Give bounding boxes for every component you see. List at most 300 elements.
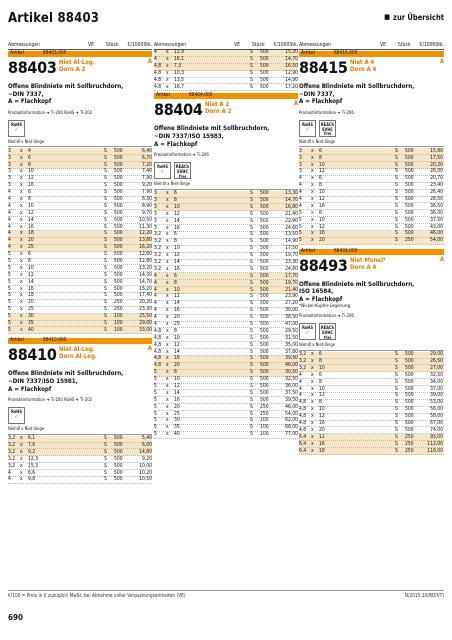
table-row	[154, 84, 298, 91]
ve: S	[250, 307, 253, 314]
dim-diameter: 4	[8, 469, 11, 476]
dim-length: 25	[174, 410, 180, 417]
price: 25,50	[139, 313, 152, 320]
quantity: 500	[260, 238, 269, 245]
quantity: 250	[405, 447, 414, 454]
dim-diameter: 3	[154, 210, 157, 217]
dim-diameter: 4	[299, 392, 302, 399]
price: 77,00	[285, 431, 298, 438]
dim-diameter: 5	[8, 306, 11, 313]
dim-diameter: 4	[8, 216, 11, 223]
dim-length: 8	[174, 196, 177, 203]
ve: S	[104, 202, 107, 209]
price: 21,40	[285, 286, 298, 293]
quantity: 500	[114, 168, 123, 175]
quantity: 500	[405, 406, 414, 413]
dim-sep: x	[166, 77, 169, 83]
dim-length: 8	[28, 161, 31, 168]
dim-sep: x	[311, 230, 314, 237]
dim-diameter: 5	[154, 369, 157, 376]
quantity: 500	[405, 189, 414, 196]
dim-diameter: 3	[8, 168, 11, 175]
dim-sep: x	[311, 223, 314, 230]
ve: S	[250, 431, 253, 438]
title-line: ~DIN 7337/ISO 15981,	[8, 377, 78, 385]
dim-length: 25	[174, 320, 180, 327]
quantity: 500	[405, 399, 414, 406]
dim-length: 6	[319, 175, 322, 182]
quantity: 500	[405, 385, 414, 392]
ve: S	[395, 195, 398, 202]
quantity: 500	[405, 364, 414, 371]
dim-sep: x	[20, 237, 23, 244]
price: 93,00	[430, 433, 443, 440]
price: 112,00	[427, 440, 443, 447]
quantity: 500	[260, 56, 269, 63]
price: 67,00	[430, 419, 443, 426]
dim-diameter: 3,2	[8, 435, 16, 442]
title-line: A = Flachkopf	[8, 98, 52, 106]
ve: S	[395, 147, 398, 154]
price: 8,30	[141, 195, 152, 202]
price: 22,90	[285, 217, 298, 224]
product-info[interactable]: Produktinformation ➜ Ti-200 RoHS ➜ Ti-202	[8, 110, 93, 116]
dim-length: 13,5	[174, 77, 185, 83]
header-price: €/1000Stk.	[273, 42, 298, 48]
dim-length: 20	[174, 362, 180, 369]
price: 16,80	[285, 203, 298, 210]
dim-length: 12	[319, 223, 325, 230]
price: 38,50	[285, 314, 298, 321]
quantity: 500	[114, 271, 123, 278]
price: 37,00	[430, 385, 443, 392]
product-info[interactable]: Produktinformation ➜ Ti-206	[299, 314, 354, 320]
dim-diameter: 5	[299, 230, 302, 237]
article-desc-1: Niet Al-Leg.	[59, 346, 95, 354]
dim-length: 10	[319, 406, 325, 413]
dim-length: 12,9	[174, 49, 185, 56]
dim-sep: x	[166, 320, 169, 327]
price: 26,40	[430, 189, 443, 196]
dim-diameter: 4	[154, 56, 157, 63]
title-line: Offene Blindniete mit Sollbruchdorn,	[299, 83, 415, 90]
ve: S	[250, 56, 253, 63]
price: 29,50	[285, 327, 298, 334]
price: 9,70	[141, 209, 152, 216]
dim-diameter: 3,2	[8, 455, 16, 462]
price: 14,70	[139, 278, 152, 285]
dimension-label: Niet-Ø x Niet-länge	[299, 140, 444, 147]
article-tag: A	[439, 255, 444, 263]
quantity: 500	[114, 237, 123, 244]
dim-length: 10	[174, 376, 180, 383]
quantity: 500	[405, 419, 414, 426]
quantity: 500	[260, 258, 269, 265]
quantity: 500	[405, 209, 414, 216]
badge-label: RoHS	[302, 122, 313, 128]
price-table	[8, 148, 152, 334]
dim-sep: x	[311, 392, 314, 399]
quantity: 500	[405, 175, 414, 182]
ve: S	[395, 237, 398, 244]
dim-sep: x	[20, 161, 23, 168]
dim-sep: x	[20, 285, 23, 292]
title-line: Offene Blindniete mit Sollbruchdorn,	[154, 125, 270, 133]
price: 34,00	[430, 378, 443, 385]
dim-sep: x	[166, 389, 169, 396]
dim-length: 12	[174, 293, 180, 300]
ve: S	[104, 441, 107, 448]
table-row	[299, 238, 444, 245]
dim-sep: x	[20, 209, 23, 216]
dim-diameter: 4,8	[299, 399, 307, 406]
dim-diameter: 4	[299, 371, 302, 378]
dim-diameter: 5	[299, 209, 302, 216]
dim-sep: x	[20, 469, 23, 476]
price: 28,50	[430, 195, 443, 202]
product-title	[299, 83, 444, 106]
quantity: 250	[114, 306, 123, 313]
dim-sep: x	[20, 223, 23, 230]
title-line: A = Flachkopf	[299, 295, 343, 303]
article-desc-1: Niet Al-Leg.	[59, 59, 95, 66]
reach-badge: REACh SVHC frei	[175, 164, 190, 179]
arrow-icon: ■	[384, 13, 391, 21]
price: 10,20	[139, 469, 152, 476]
price: 8,90	[141, 202, 152, 209]
dim-sep: x	[166, 431, 169, 438]
dim-length: 14	[174, 348, 180, 355]
article-label: Artikel	[10, 51, 24, 56]
price-table	[299, 352, 444, 455]
dim-length: 6	[174, 231, 177, 238]
price: 15,80	[430, 147, 443, 154]
quantity: 500	[260, 265, 269, 272]
dim-sep: x	[311, 371, 314, 378]
price-table	[154, 50, 298, 91]
dim-diameter: 4	[154, 320, 157, 327]
price: 10,50	[139, 476, 152, 483]
dim-sep: x	[166, 238, 169, 245]
dim-diameter: 3	[8, 147, 11, 154]
dim-length: 16	[174, 265, 180, 272]
dim-length: 6	[28, 154, 31, 161]
dim-length: 12,3	[28, 455, 39, 462]
quantity: 500	[260, 203, 269, 210]
ve: S	[104, 209, 107, 216]
dim-diameter: 4	[299, 195, 302, 202]
quantity: 500	[260, 252, 269, 259]
dim-sep: x	[166, 314, 169, 321]
dim-diameter: 5	[8, 299, 11, 306]
price: 54,00	[430, 237, 443, 244]
table-row	[154, 432, 298, 439]
dim-length: 8	[319, 154, 322, 161]
dim-sep: x	[20, 216, 23, 223]
quantity: 250	[405, 440, 414, 447]
ve: S	[250, 238, 253, 245]
dim-diameter: 4	[154, 300, 157, 307]
ve: S	[250, 224, 253, 231]
ve: S	[250, 258, 253, 265]
dim-diameter: 5	[154, 424, 157, 431]
dim-diameter: 3	[299, 161, 302, 168]
dim-length: 16,1	[174, 56, 185, 63]
dim-length: 12	[319, 413, 325, 420]
dim-length: 16	[28, 223, 34, 230]
dim-diameter: 6,4	[299, 433, 307, 440]
ve: S	[104, 154, 107, 161]
quantity: 500	[405, 147, 414, 154]
quantity: 500	[405, 351, 414, 358]
product-title	[8, 370, 152, 393]
dim-diameter: 3	[154, 224, 157, 231]
ve: S	[395, 182, 398, 189]
quantity: 500	[260, 224, 269, 231]
quantity: 500	[260, 334, 269, 341]
quantity: 500	[114, 455, 123, 462]
dim-length: 20	[28, 299, 34, 306]
quantity: 500	[114, 278, 123, 285]
dim-sep: x	[166, 327, 169, 334]
quantity: 500	[114, 189, 123, 196]
price: 14,70	[285, 196, 298, 203]
rohs-badge	[299, 323, 316, 340]
ve: S	[250, 245, 253, 252]
price: 9,20	[141, 455, 152, 462]
article-code: 88404.000	[189, 93, 213, 99]
article-label: Artikel	[10, 338, 24, 344]
dim-length: 16	[28, 182, 34, 189]
dim-length: 12	[28, 209, 34, 216]
ve: S	[395, 413, 398, 420]
dim-diameter: 5	[154, 431, 157, 438]
dim-length: 18	[28, 230, 34, 237]
dim-sep: x	[166, 348, 169, 355]
dim-sep: x	[166, 355, 169, 362]
dim-diameter: 3	[154, 196, 157, 203]
quantity: 500	[114, 257, 123, 264]
dim-sep: x	[311, 216, 314, 223]
product-info[interactable]: Produktinformation ➜ Ti-200 RoHS ➜ Ti-202	[8, 398, 93, 404]
ve: S	[250, 265, 253, 272]
dim-diameter: 4	[8, 202, 11, 209]
header-dimensions: Abmessungen	[299, 42, 331, 48]
dim-length: 8	[174, 279, 177, 286]
article-desc-2: Dorn A 4	[350, 66, 377, 73]
article-label: Artikel	[301, 51, 315, 56]
dim-diameter: 4,8	[299, 419, 307, 426]
price: 46,00	[285, 362, 298, 369]
dim-length: 4	[28, 147, 31, 154]
dim-length: 16,7	[174, 83, 185, 90]
ve: S	[104, 476, 107, 483]
price: 36,50	[430, 202, 443, 209]
quantity: 500	[405, 357, 414, 364]
dim-sep: x	[20, 299, 23, 306]
dim-length: 6	[174, 190, 177, 197]
quantity: 500	[260, 369, 269, 376]
price: 13,80	[139, 237, 152, 244]
article-desc-2: Dorn A 2	[59, 66, 86, 73]
dim-sep: x	[166, 56, 169, 63]
quantity: 500	[114, 244, 123, 251]
dim-sep: x	[166, 334, 169, 341]
product-info[interactable]: Produktinformation ➜ Ti-206	[154, 153, 209, 159]
dim-length: 12	[319, 392, 325, 399]
dim-sep: x	[20, 175, 23, 182]
dim-diameter: 3,2	[8, 448, 16, 455]
dim-length: 7,6	[28, 441, 36, 448]
dim-diameter: 3	[8, 154, 11, 161]
header-piece: Stück	[106, 42, 119, 48]
ve: S	[104, 251, 107, 258]
quantity: 500	[260, 286, 269, 293]
dim-diameter: 4	[8, 209, 11, 216]
ve: S	[250, 355, 253, 362]
check-icon: ✓	[305, 125, 310, 133]
quantity: 250	[260, 410, 269, 417]
price: 23,40	[430, 182, 443, 189]
quantity: 500	[114, 216, 123, 223]
quantity: 500	[260, 63, 269, 70]
price: 29,00	[430, 351, 443, 358]
table-row	[299, 448, 444, 455]
product-info[interactable]: Produktinformation ➜ Ti-206	[299, 110, 354, 116]
price: 13,50	[285, 231, 298, 238]
dim-sep: x	[20, 202, 23, 209]
reach-badge: REACh SVHC frei	[320, 122, 335, 137]
quantity: 500	[405, 426, 414, 433]
article-desc-2: Dorn Al-Leg.	[59, 353, 97, 361]
dim-sep: x	[166, 300, 169, 307]
ve: S	[250, 334, 253, 341]
ve: S	[250, 63, 253, 70]
dim-diameter: 4	[154, 49, 157, 56]
price: 39,50	[285, 355, 298, 362]
dim-length: 10	[319, 216, 325, 223]
price: 19,70	[285, 279, 298, 286]
dim-length: 8	[28, 257, 31, 264]
dim-diameter: 3	[8, 175, 11, 182]
price: 14,90	[285, 77, 298, 83]
dim-sep: x	[166, 376, 169, 383]
dim-diameter: 4,8	[154, 355, 162, 362]
header-price: €/1000Stk.	[419, 42, 444, 48]
dim-length: 25	[28, 244, 34, 251]
dim-sep: x	[311, 161, 314, 168]
dim-length: 6	[319, 371, 322, 378]
price: 10,50	[139, 216, 152, 223]
ve: S	[250, 396, 253, 403]
dim-sep: x	[311, 237, 314, 244]
article-88404	[154, 93, 298, 438]
footer-rule	[8, 590, 444, 591]
quantity: 500	[405, 202, 414, 209]
ve: S	[395, 399, 398, 406]
dim-sep: x	[311, 147, 314, 154]
dim-length: 30	[174, 417, 180, 424]
dim-diameter: 4	[299, 175, 302, 182]
ve: S	[395, 230, 398, 237]
dim-sep: x	[311, 202, 314, 209]
column-1	[8, 42, 152, 588]
dim-sep: x	[20, 189, 23, 196]
dim-sep: x	[20, 313, 23, 320]
quantity: 100	[114, 326, 123, 333]
dim-length: 8	[174, 238, 177, 245]
dim-length: 10	[28, 202, 34, 209]
dim-diameter: 3,2	[299, 357, 307, 364]
quantity: 500	[260, 320, 269, 327]
price: 7,20	[141, 161, 152, 168]
price: 14,70	[285, 56, 298, 63]
article-code: 88415.000	[334, 51, 358, 56]
badge-label: RoHS	[302, 325, 313, 331]
ve: S	[395, 189, 398, 196]
dim-length: 10	[319, 189, 325, 196]
quantity: 500	[114, 469, 123, 476]
dim-diameter: 5	[8, 264, 11, 271]
title-line: Offene Blindniete mit Sollbruchdorn,	[8, 370, 124, 378]
dim-diameter: 5	[154, 403, 157, 410]
price: 16,20	[139, 244, 152, 251]
dim-sep: x	[20, 441, 23, 448]
price: 53,00	[430, 399, 443, 406]
ve: S	[395, 168, 398, 175]
article-tag: A	[147, 58, 152, 65]
ve: S	[250, 196, 253, 203]
dim-length: 20	[174, 403, 180, 410]
dim-length: 14	[174, 258, 180, 265]
dim-sep: x	[166, 224, 169, 231]
dim-diameter: 3	[154, 217, 157, 224]
price: 58,00	[430, 413, 443, 420]
ve: S	[395, 351, 398, 358]
dim-length: 12	[174, 383, 180, 389]
dim-diameter: 4,8	[154, 63, 162, 70]
title-line: A = Flachkopf	[299, 98, 343, 106]
ve: S	[104, 264, 107, 271]
dim-diameter: 5	[154, 396, 157, 403]
quantity: 500	[114, 462, 123, 469]
dim-sep: x	[20, 455, 23, 462]
overview-link[interactable]	[384, 13, 444, 22]
dim-diameter: 3	[8, 161, 11, 168]
dim-diameter: 4,8	[154, 341, 162, 348]
dim-length: 10	[174, 334, 180, 341]
price: 23,90	[285, 293, 298, 300]
ve: S	[395, 406, 398, 413]
quantity: 500	[114, 285, 123, 292]
ve: S	[395, 223, 398, 230]
ve: S	[104, 216, 107, 223]
price: 26,50	[430, 357, 443, 364]
price: 23,30	[285, 258, 298, 265]
price: 17,50	[285, 245, 298, 252]
quantity: 250	[114, 299, 123, 306]
dim-diameter: 3,2	[154, 245, 162, 252]
dim-sep: x	[20, 264, 23, 271]
dim-diameter: 5	[299, 223, 302, 230]
ve: S	[104, 237, 107, 244]
dim-length: 12	[28, 271, 34, 278]
price: 37,50	[285, 389, 298, 396]
price: 6,40	[141, 147, 152, 154]
article-desc-2: Dorn A 4	[350, 263, 377, 271]
dim-length: 8	[319, 209, 322, 216]
ve: S	[250, 272, 253, 279]
